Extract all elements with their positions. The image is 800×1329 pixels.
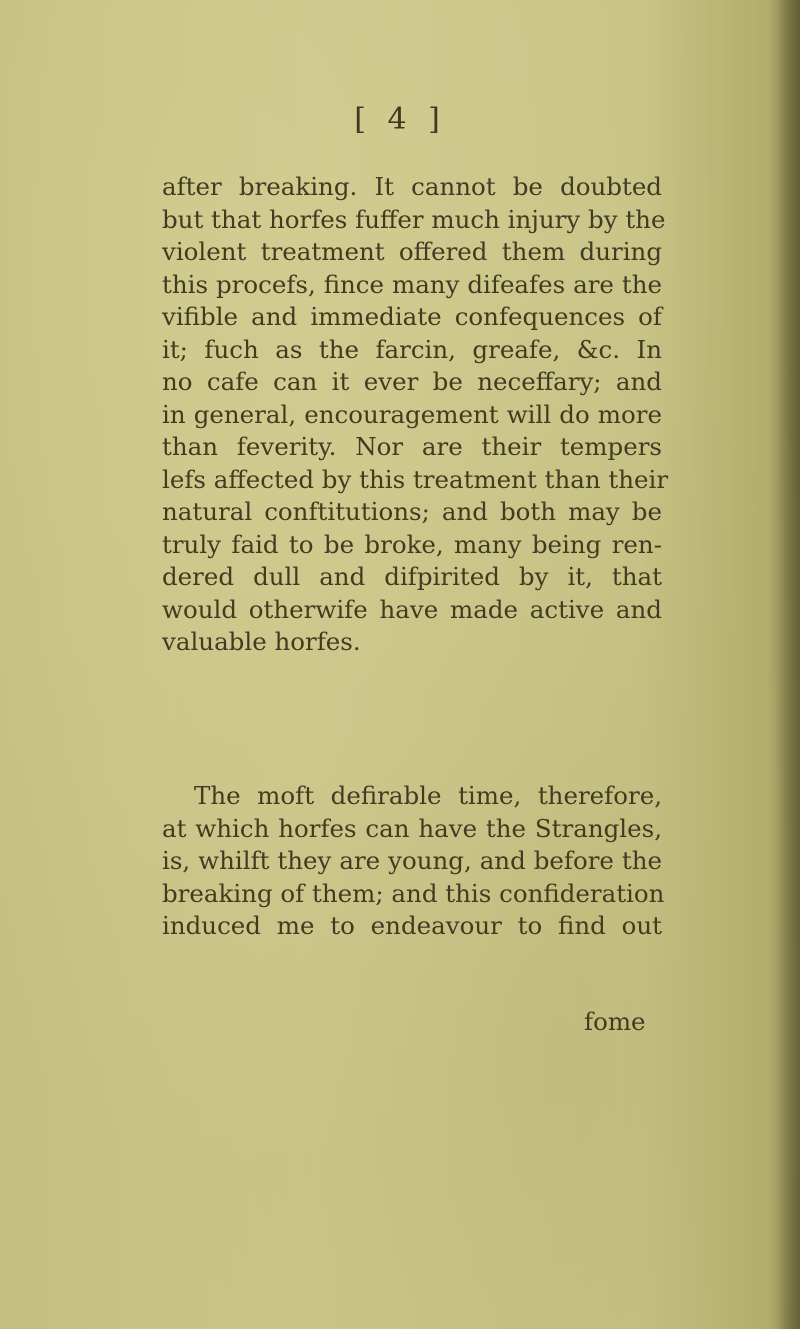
text-line: after breaking. It cannot be doubted	[162, 172, 662, 201]
text-line: at which horfes can have the Strangles,	[162, 813, 662, 843]
text-line: truly faid to be broke, many being ren-	[162, 529, 662, 559]
page-number: [ 4 ]	[354, 102, 446, 137]
text-line: than feverity. Nor are their tempers	[162, 432, 662, 461]
paragraph-1	[162, 171, 669, 659]
page-edge-shadow	[778, 0, 800, 1329]
text-line: valuable horfes.	[162, 627, 361, 656]
text-line: The moft defirable time, therefore,	[194, 781, 662, 810]
text-line: no cafe can it ever be neceffary; and	[162, 367, 662, 396]
text-line: is, whilft they are young, and before the	[162, 846, 662, 875]
text-line: would otherwife have made active and	[162, 594, 662, 624]
text-line: breaking of them; and this confideration	[162, 878, 665, 908]
text-line: vifible and immediate confequences of	[162, 302, 662, 331]
text-line: induced me to endeavour to find out	[162, 911, 662, 940]
text-line: lefs affected by this treatment than their	[162, 464, 669, 494]
text-line: in general, encouragement will do more	[162, 399, 662, 429]
text-line: it; fuch as the farcin, greafe, &c. In	[162, 334, 662, 364]
paragraph-2	[162, 780, 665, 943]
text-line: natural conftitutions; and both may be	[162, 497, 662, 526]
text-line: dered dull and difpirited by it, that	[162, 562, 662, 591]
text-line: violent treatment offered them during	[162, 237, 662, 266]
text-line: this procefs, fince many difeafes are the	[162, 269, 662, 299]
catchword: fome	[584, 1007, 646, 1036]
text-line: but that horfes fuffer much injury by the	[162, 204, 666, 234]
